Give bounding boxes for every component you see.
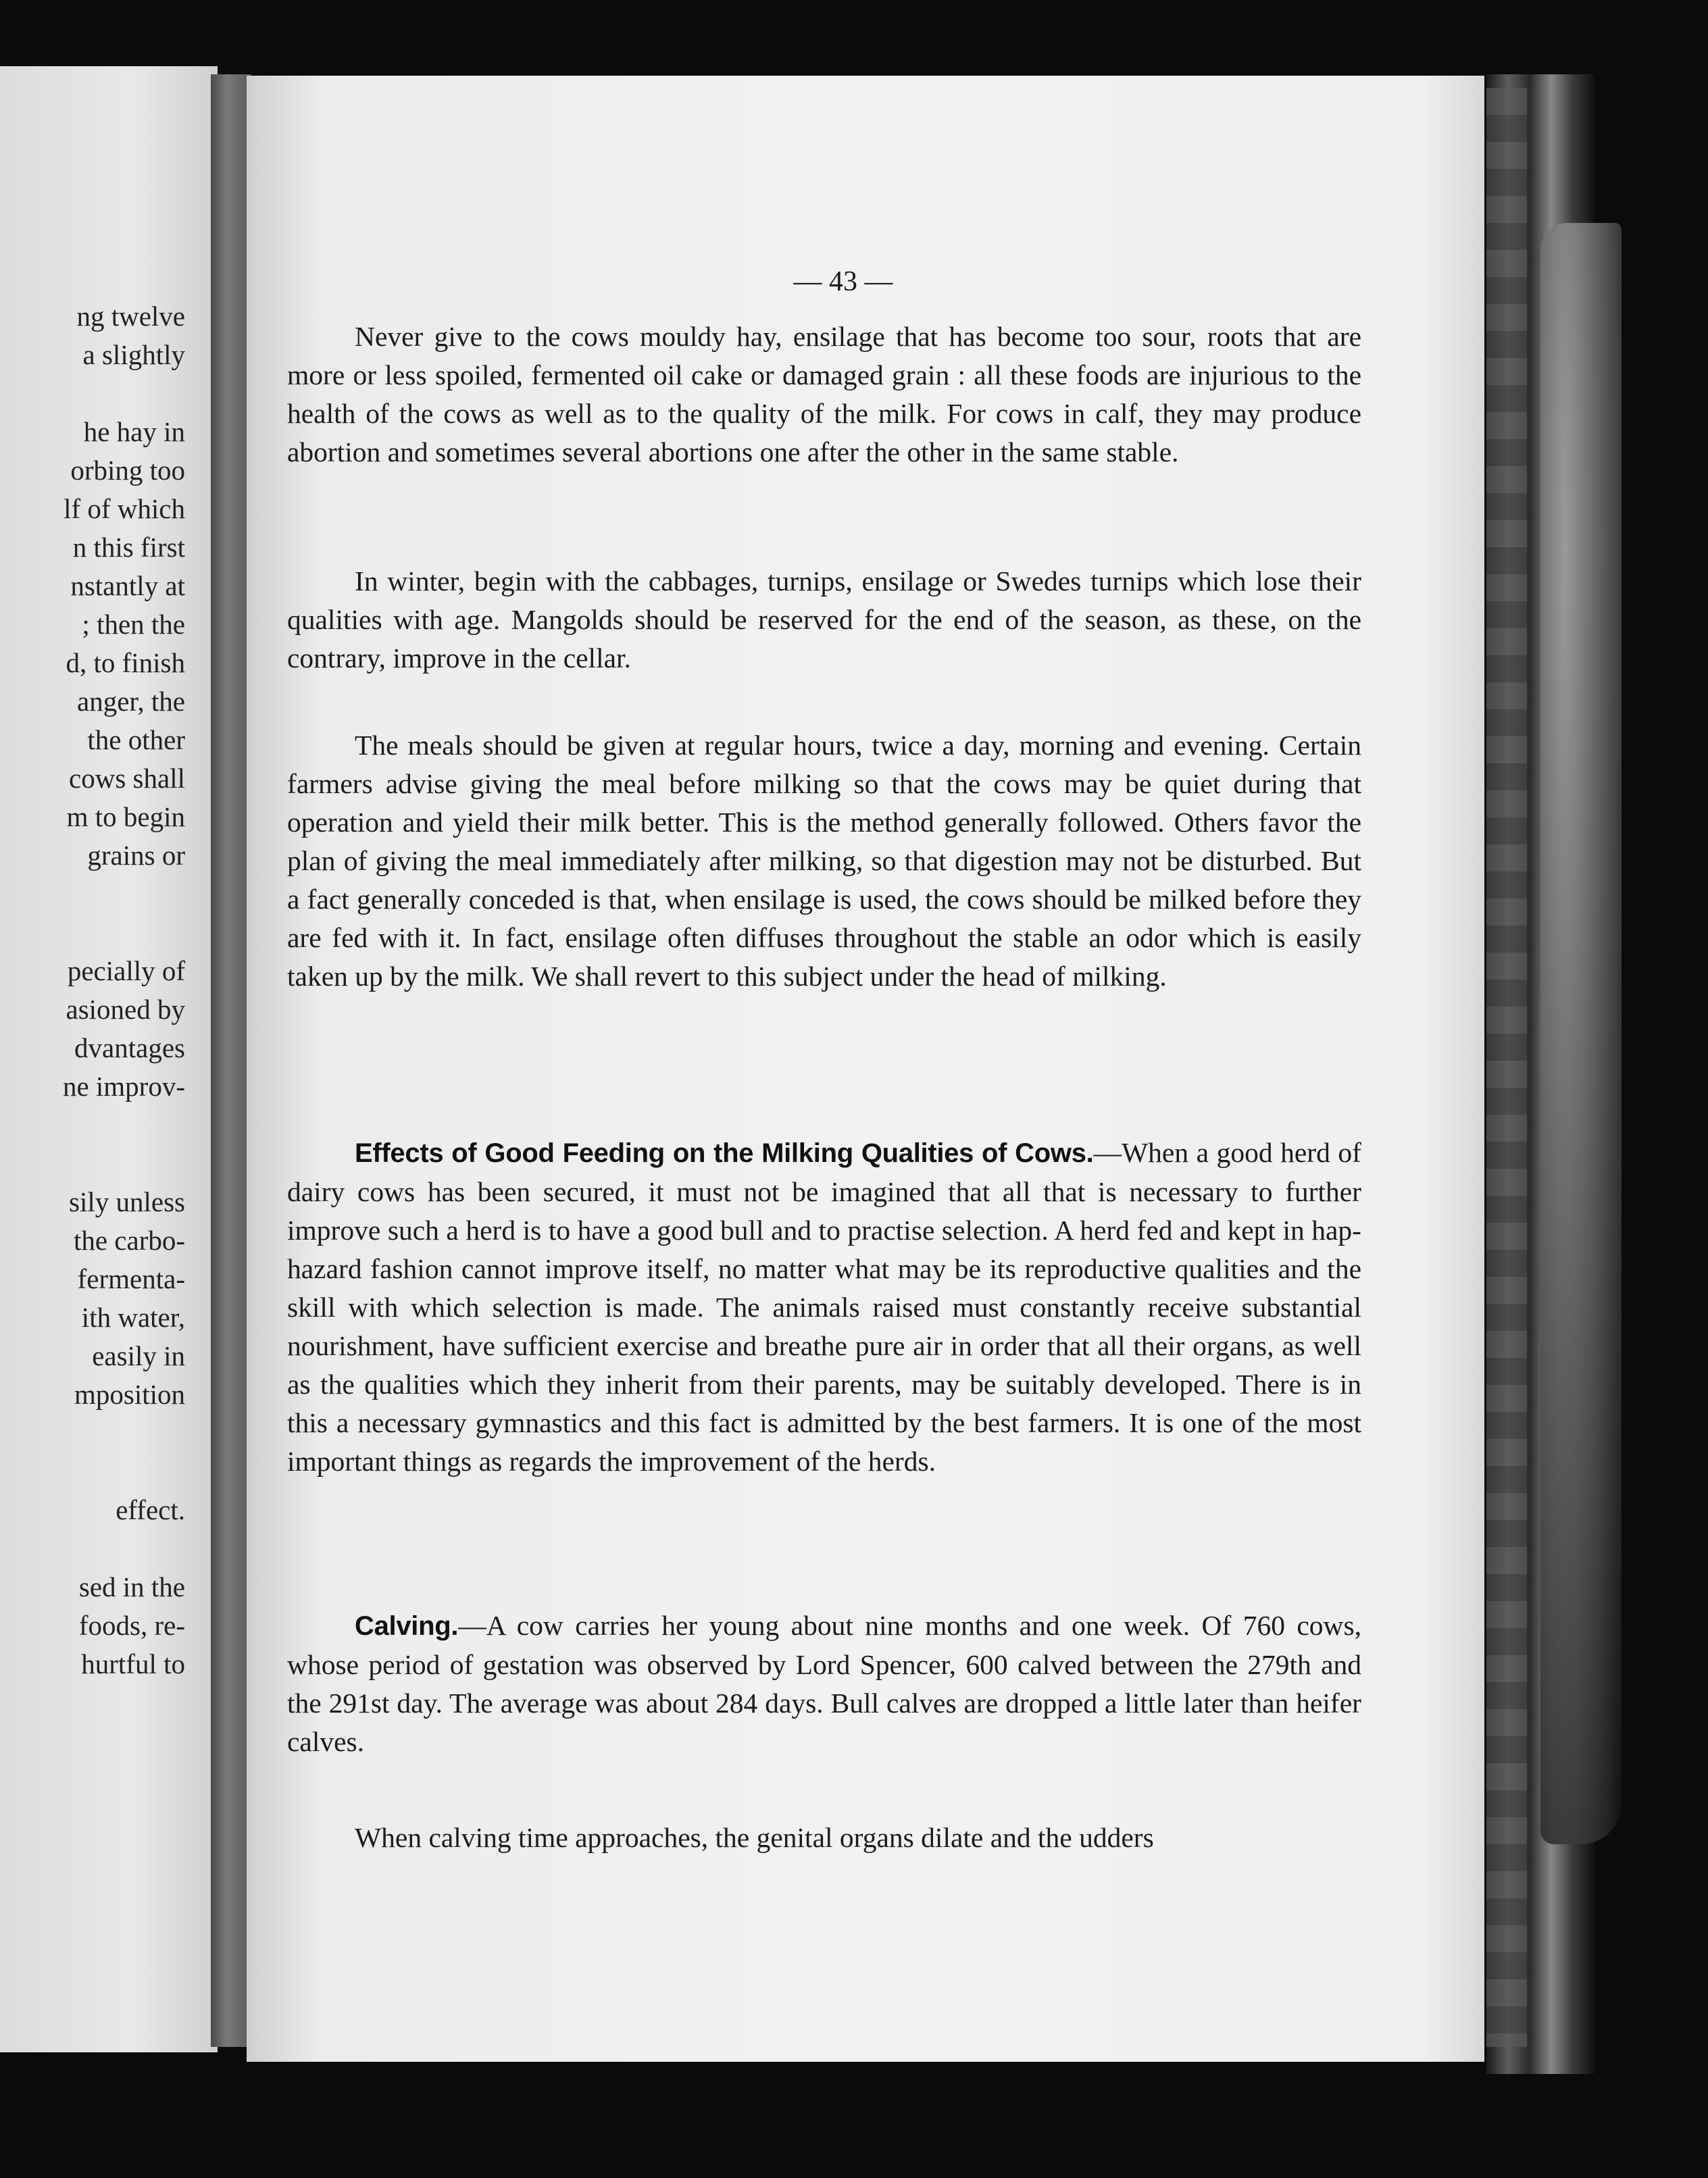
- previous-page-line: a slightly: [82, 339, 185, 370]
- paragraph-text: The meals should be given at regular hours, twice a day, morning and evening. Certain farmers advise giving the meal before milking so that the cows may be quiet during that operation and yield their milk better. This is the method generally followed. Others favor the plan of giving the meal immediately after milking, so that digestion may not be disturbed. But a fact generally conceded is that, when ensilage is used, the cows should be milked before they are fed with it. In fact, ensilage often diffuses throughout the stable an odor which is easily taken up by the milk. We shall revert to this subject under the head of milking.: [287, 730, 1361, 992]
- previous-page-line: cows shall: [69, 763, 185, 794]
- previous-page-line: n this first: [72, 532, 185, 563]
- previous-page-line: effect.: [116, 1494, 185, 1525]
- previous-page-line: grains or: [87, 840, 185, 871]
- page-number: — 43 —: [793, 266, 893, 297]
- previous-page-line: nstantly at: [70, 570, 185, 601]
- page-stack-edge: [1486, 88, 1527, 2047]
- previous-page-line: the carbo-: [73, 1225, 185, 1256]
- previous-page-line: ; then the: [82, 609, 185, 640]
- section-heading: Calving.: [355, 1611, 459, 1641]
- torn-page-edge: [1540, 223, 1622, 1844]
- paragraph-calving: [287, 1606, 1361, 1761]
- previous-page-line: he hay in: [83, 416, 185, 447]
- previous-page-line: dvantages: [74, 1032, 185, 1063]
- paragraph-good-feeding: [287, 1134, 1361, 1481]
- previous-page-line: sed in the: [78, 1571, 185, 1602]
- previous-page-line: anger, the: [77, 686, 185, 717]
- previous-page-line: hurtful to: [81, 1648, 185, 1679]
- previous-page-line: d, to finish: [66, 647, 185, 678]
- previous-page-line: ng twelve: [76, 301, 185, 332]
- paragraph-meals: [287, 726, 1361, 996]
- previous-page-line: fermenta-: [77, 1263, 185, 1294]
- paragraph-text: When calving time approaches, the genital organs dilate and the udders: [355, 1822, 1154, 1853]
- previous-page-line: ne improv-: [62, 1071, 185, 1102]
- section-heading: Effects of Good Feeding on the Milking Qualities of Cows.: [355, 1138, 1094, 1168]
- paragraph-text: —When a good herd of dairy cows has been secured, it must not be imagined that all that is necessary to further improve such a herd is to have a good bull and to practise selection. A herd fed and kept in hap-hazard fashion cannot improve itself, no matter what may be its reproductive qualities and the skill with which selection is made. The animals raised must constantly receive substantial nourishment, have sufficient exercise and breathe pure air in order that all their organs, as well as the qualities which they inherit from their parents, may be suitably developed. There is in this a necessary gymnastics and this fact is admitted by the best farmers. It is one of the most important things as regards the improvement of the herds.: [287, 1137, 1361, 1477]
- previous-page-line: orbing too: [70, 455, 185, 486]
- previous-page-fragment: [0, 66, 218, 2052]
- book-gutter: [211, 74, 251, 2047]
- previous-page-line: the other: [87, 724, 185, 755]
- paragraph-text: Never give to the cows mouldy hay, ensilage that has become too sour, roots that are more or less spoiled, fermented oil cake or damaged grain : all these foods are injurious to the health of the cows as well as to the quality of the milk. For cows in calf, they may produce abortion and sometimes several abortions one after the other in the same stable.: [287, 321, 1361, 467]
- previous-page-line: asioned by: [66, 994, 185, 1025]
- previous-page-line: sily unless: [69, 1186, 185, 1217]
- previous-page-line: easily in: [92, 1340, 185, 1371]
- previous-page-line: pecially of: [67, 955, 185, 986]
- paragraph-calving-time: [287, 1819, 1361, 1857]
- previous-page-line: lf of which: [64, 493, 185, 524]
- paragraph-mouldy-hay: [287, 318, 1361, 472]
- paragraph-winter: [287, 562, 1361, 678]
- previous-page-line: foods, re-: [78, 1610, 185, 1641]
- previous-page-line: m to begin: [66, 801, 185, 832]
- previous-page-line: ith water,: [81, 1302, 185, 1333]
- paragraph-text: In winter, begin with the cabbages, turnips, ensilage or Swedes turnips which lose their qualities with age. Mangolds should be reserved for the end of the season, as these, on the contrary, improve in the cellar.: [287, 565, 1361, 674]
- paragraph-text: —A cow carries her young about nine months and one week. Of 760 cows, whose period of gestation was observed by Lord Spencer, 600 calved between the 279th and the 291st day. The average was about 284 days. Bull calves are dropped a little later than heifer calves.: [287, 1610, 1361, 1757]
- previous-page-line: mposition: [74, 1379, 185, 1410]
